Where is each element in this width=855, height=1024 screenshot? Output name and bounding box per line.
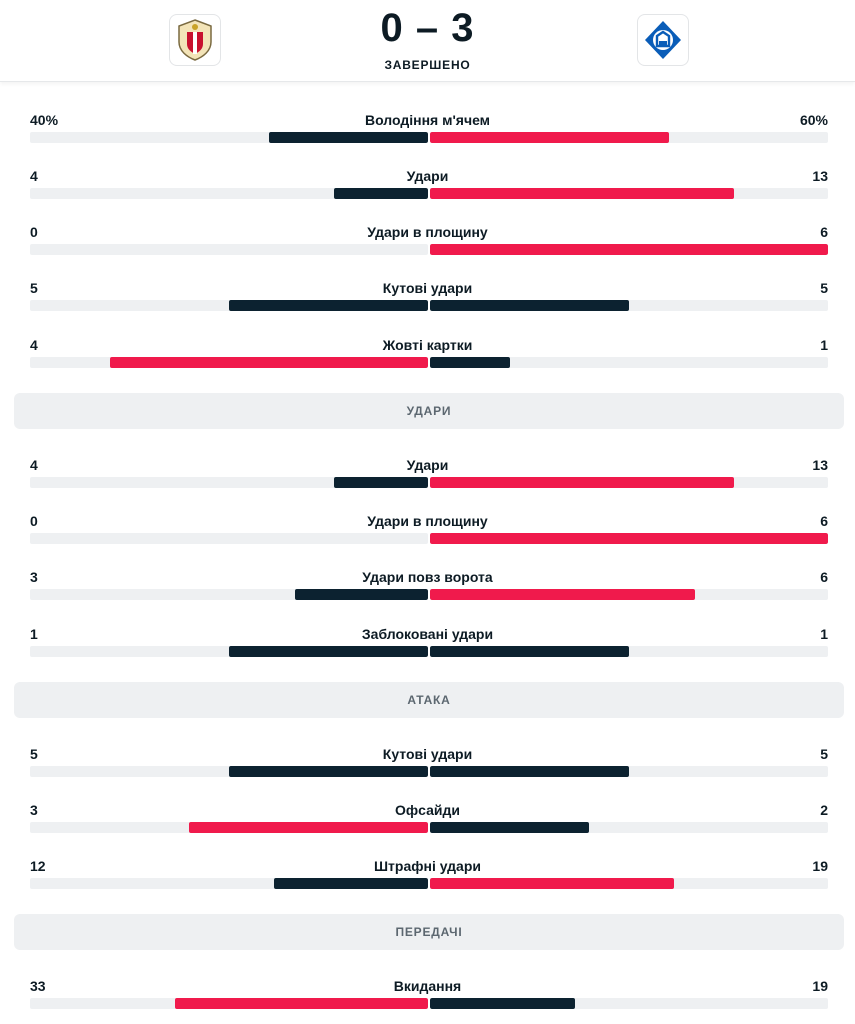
home-bar-track — [30, 878, 428, 889]
stat-row — [0, 858, 855, 912]
home-stat-value: 3 — [30, 802, 38, 818]
away-stat-value: 13 — [812, 457, 828, 473]
away-stat-value: 1 — [820, 337, 828, 353]
home-bar-fill — [229, 300, 428, 311]
away-bar-track — [430, 766, 828, 777]
home-stat-value: 4 — [30, 457, 38, 473]
home-bar-track — [30, 132, 428, 143]
stat-row — [0, 802, 855, 858]
match-header — [0, 0, 855, 82]
away-bar-fill — [430, 589, 695, 600]
home-stat-value: 33 — [30, 978, 46, 994]
stat-row — [0, 337, 855, 391]
away-stat-value: 5 — [820, 280, 828, 296]
home-bar-fill — [334, 477, 428, 488]
match-score: 0 – 3 — [380, 6, 475, 50]
stat-row — [0, 513, 855, 569]
stat-row — [0, 746, 855, 802]
home-bar-track — [30, 300, 428, 311]
away-stat-value: 5 — [820, 746, 828, 762]
away-bar-fill — [430, 357, 510, 368]
away-bar-fill — [430, 533, 828, 544]
stat-row — [0, 569, 855, 626]
home-stat-value: 12 — [30, 858, 46, 874]
away-bar-track — [430, 822, 828, 833]
home-bar-fill — [295, 589, 428, 600]
home-stat-value: 40% — [30, 112, 59, 128]
away-bar-track — [430, 589, 828, 600]
away-bar-fill — [430, 244, 828, 255]
away-bar-fill — [430, 646, 629, 657]
away-bar-fill — [430, 766, 629, 777]
home-bar-track — [30, 357, 428, 368]
away-bar-track — [430, 244, 828, 255]
stat-name: Кутові удари — [382, 280, 473, 296]
home-bar-track — [30, 646, 428, 657]
stat-row — [0, 626, 855, 680]
stat-row — [0, 457, 855, 513]
stat-name: Офсайди — [395, 802, 460, 818]
section-header: ПЕРЕДАЧІ — [14, 914, 844, 950]
home-bar-track — [30, 589, 428, 600]
home-bar-track — [30, 244, 428, 255]
away-bar-track — [430, 533, 828, 544]
home-bar-track — [30, 533, 428, 544]
away-bar-fill — [430, 132, 669, 143]
stat-name: Заблоковані удари — [361, 626, 494, 642]
away-team-logo[interactable] — [637, 14, 689, 66]
away-bar-fill — [430, 998, 575, 1009]
match-status: ЗАВЕРШЕНО — [384, 58, 471, 72]
away-stat-value: 19 — [812, 978, 828, 994]
away-stat-value: 19 — [812, 858, 828, 874]
away-bar-track — [430, 646, 828, 657]
away-stat-value: 1 — [820, 626, 828, 642]
stat-row — [0, 168, 855, 224]
away-bar-track — [430, 357, 828, 368]
stat-name: Вкидання — [393, 978, 462, 994]
home-bar-track — [30, 188, 428, 199]
away-bar-fill — [430, 300, 629, 311]
home-bar-fill — [229, 766, 428, 777]
top-spacer — [0, 82, 855, 112]
home-bar-fill — [229, 646, 428, 657]
home-stat-value: 1 — [30, 626, 38, 642]
home-stat-value: 0 — [30, 513, 38, 529]
section-gap — [0, 950, 855, 978]
stat-row — [0, 224, 855, 280]
stat-name: Удари в площину — [367, 513, 488, 529]
home-bar-fill — [274, 878, 428, 889]
away-stat-value: 6 — [820, 513, 828, 529]
away-bar-track — [430, 878, 828, 889]
stat-name: Кутові удари — [382, 746, 473, 762]
home-stat-value: 5 — [30, 746, 38, 762]
away-bar-track — [430, 188, 828, 199]
home-bar-track — [30, 998, 428, 1009]
section-header: АТАКА — [14, 682, 844, 718]
home-bar-fill — [175, 998, 428, 1009]
home-stat-value: 5 — [30, 280, 38, 296]
stats-list — [0, 82, 855, 1024]
away-bar-track — [430, 132, 828, 143]
stat-name: Удари повз ворота — [362, 569, 493, 585]
away-bar-fill — [430, 878, 674, 889]
section-header: УДАРИ — [14, 393, 844, 429]
home-stat-value: 0 — [30, 224, 38, 240]
dynamo-crest-icon — [643, 20, 683, 60]
stat-row — [0, 978, 855, 1024]
home-bar-fill — [269, 132, 428, 143]
section-gap — [0, 429, 855, 457]
away-bar-track — [430, 477, 828, 488]
stat-name: Штрафні удари — [373, 858, 482, 874]
away-stat-value: 6 — [820, 224, 828, 240]
away-bar-track — [430, 998, 828, 1009]
home-bar-track — [30, 766, 428, 777]
away-bar-fill — [430, 188, 734, 199]
stat-name: Удари — [406, 457, 449, 473]
home-bar-fill — [110, 357, 428, 368]
away-bar-fill — [430, 822, 589, 833]
away-stat-value: 60% — [799, 112, 828, 128]
away-bar-fill — [430, 477, 734, 488]
stat-name: Удари в площину — [367, 224, 488, 240]
stat-name: Жовті картки — [382, 337, 473, 353]
home-bar-fill — [334, 188, 428, 199]
home-bar-fill — [189, 822, 428, 833]
stat-name: Удари — [406, 168, 449, 184]
stat-row — [0, 112, 855, 168]
away-stat-value: 2 — [820, 802, 828, 818]
home-bar-track — [30, 822, 428, 833]
away-stat-value: 6 — [820, 569, 828, 585]
away-stat-value: 13 — [812, 168, 828, 184]
home-stat-value: 4 — [30, 168, 38, 184]
stat-name: Володіння м'ячем — [364, 112, 491, 128]
home-stat-value: 3 — [30, 569, 38, 585]
home-bar-track — [30, 477, 428, 488]
home-stat-value: 4 — [30, 337, 38, 353]
stat-row — [0, 280, 855, 337]
section-gap — [0, 718, 855, 746]
away-bar-track — [430, 300, 828, 311]
